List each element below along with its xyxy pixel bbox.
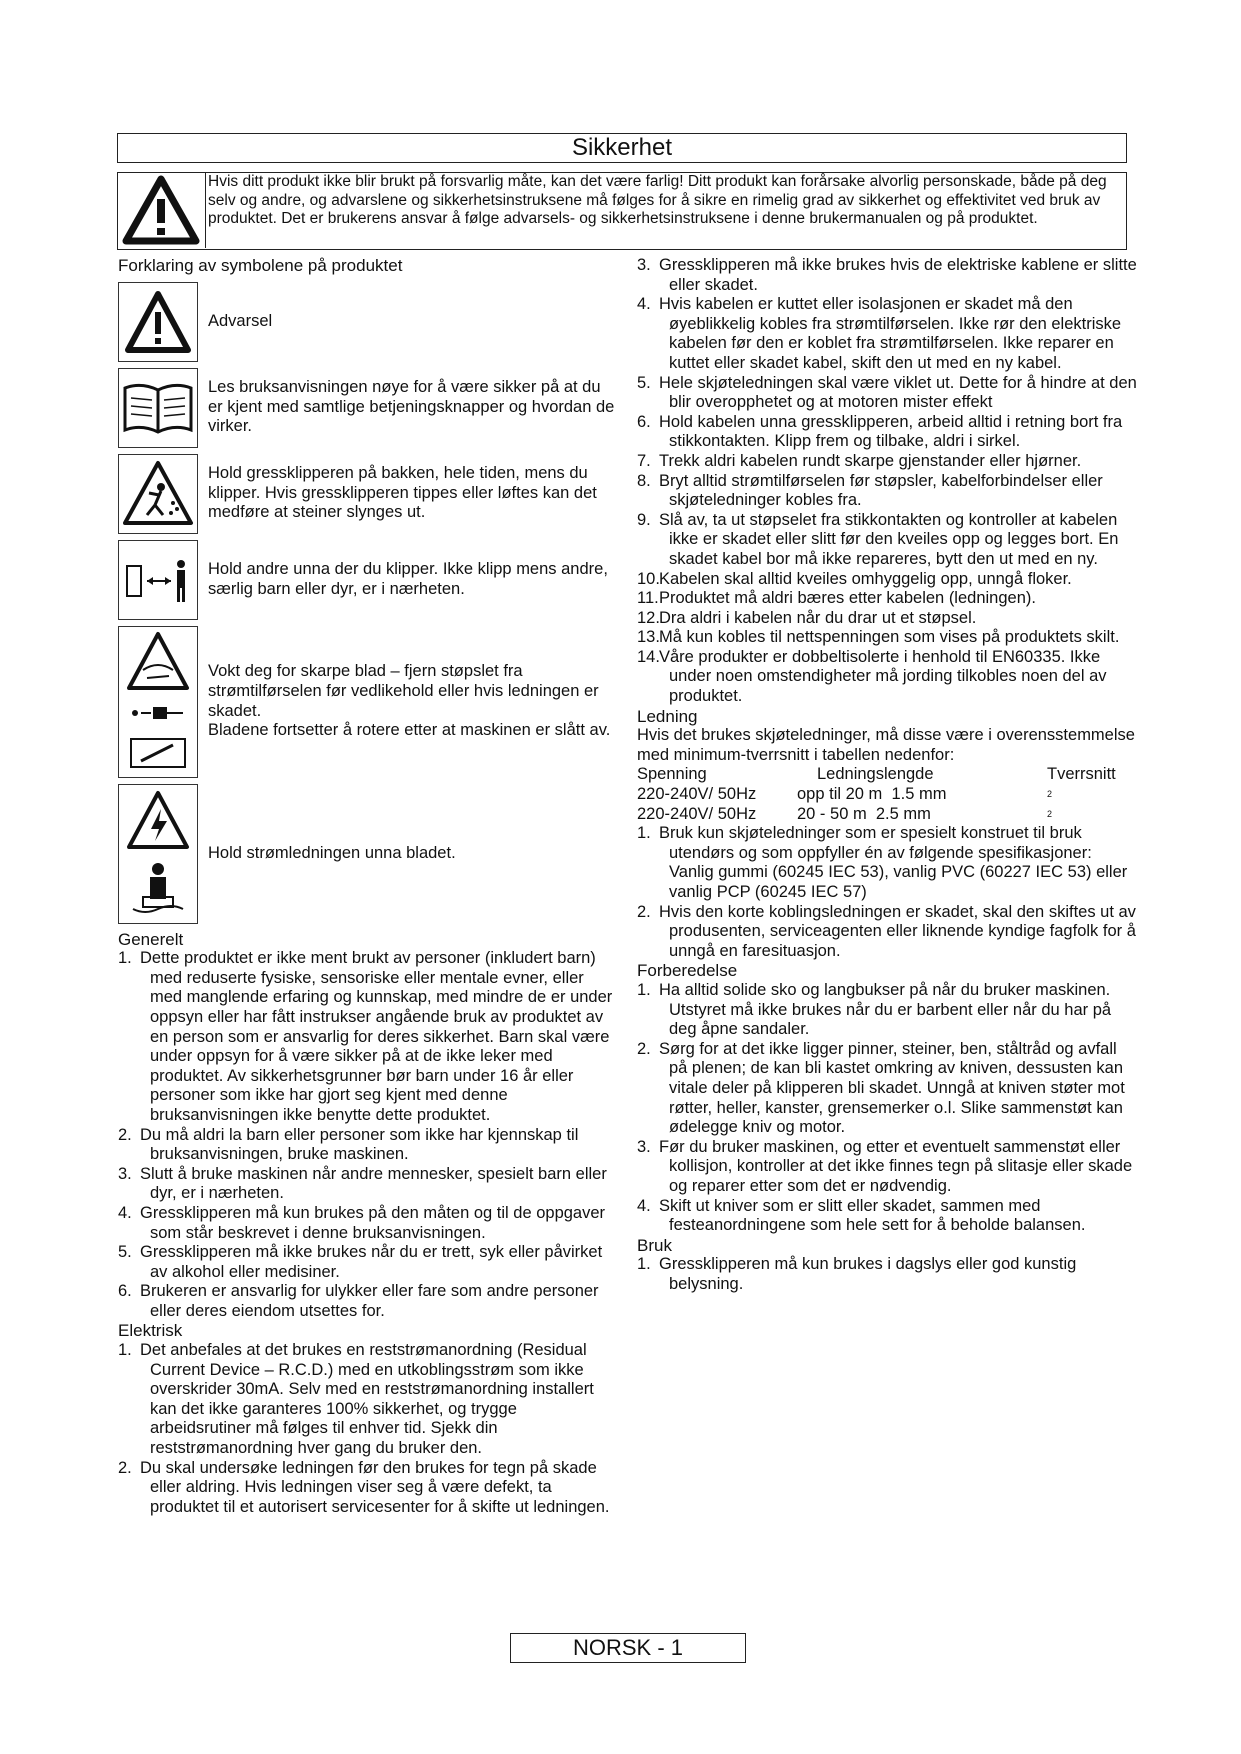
symbol-text-line: Vokt deg for skarpe blad – fjern støpslet fra strømtilførselen før vedlikehold eller hvis ledningen er skadet. xyxy=(208,662,599,720)
cable-table xyxy=(637,765,1137,824)
list-item: 6. Brukeren er ansvarlig for ulykker eller fare som andre personer eller deres eiendom utsettes for. xyxy=(118,1282,599,1320)
list-item: 2. Du må aldri la barn eller personer som ikke har kjennskap til bruksanvisningen, bruke maskinen. xyxy=(118,1125,579,1164)
list-item: 3. Slutt å bruke maskinen når andre mennesker, spesielt barn eller dyr, er i nærheten. xyxy=(118,1164,607,1203)
symbol-text: Les bruksanvisningen nøye for å være sikker på at du er kjent med samtlige betjeningsknapper og hvordan de virker. xyxy=(208,378,615,436)
list-item: 1. Gressklipperen må kun brukes i dagslys eller god kunstig belysning. xyxy=(637,1255,1077,1293)
table-cell: 220-240V/ 50Hz xyxy=(637,785,757,804)
list-item: 1. Det anbefales at det brukes en reststrømanordning (Residual Current Device – R.C.D.) med en utkoblingsstrøm som ikke overskrider 30mA. Selv med en reststrømanordning installert kan det ikke garanteres 100% sikkerhet, og trygge arbeidsrutiner må følges til enhver tid. Sjekk din reststrømanordning hver gang du bruker den. xyxy=(118,1341,594,1458)
list-item: 5. Hele skjøteledningen skal være viklet ut. Dette for å hindre at den blir overopphetet og at motoren mister effekt xyxy=(637,373,1137,412)
operation-list xyxy=(637,1255,1137,1294)
cable-intro: Hvis det brukes skjøteledninger, må disse være i overensstemmelse med minimum-tverrsnitt i tabellen nedenfor: xyxy=(637,726,1135,764)
general-heading: Generelt xyxy=(118,929,184,949)
symbol-row xyxy=(118,368,618,448)
list-item: 6. Hold kabelen unna gressklipperen, arbeid alltid i retning bort fra stikkontakten. Klipp frem og tilbake, aldri i sirkel. xyxy=(637,412,1123,451)
list-item: 4. Gressklipperen må kun brukes på den måten og til de oppgaver som står beskrevet i denne bruksanvisningen. xyxy=(118,1203,606,1242)
symbol-text: Advarsel xyxy=(208,311,273,330)
table-cell: 2 xyxy=(1047,808,1053,819)
list-item: 13. Må kun kobles til nettspenningen som vises på produktets skilt. xyxy=(637,628,1120,647)
list-item: 10. Kabelen skal alltid kveiles omhyggelig opp, unngå floker. xyxy=(637,569,1072,588)
electrical-list-part1 xyxy=(118,1341,618,1517)
electric-shock-icon xyxy=(118,784,198,924)
list-item: 5. Gressklipperen må ikke brukes når du er trett, syk eller påvirket av alkohol eller medisiner. xyxy=(118,1243,603,1281)
sharp-blade-icon xyxy=(118,626,198,778)
right-column xyxy=(637,256,1137,1294)
symbol-row xyxy=(118,454,618,534)
preparation-heading: Forberedelse xyxy=(637,961,738,981)
left-column xyxy=(118,256,618,1517)
table-cell: 2 xyxy=(1047,789,1053,800)
warning-triangle-icon xyxy=(118,282,198,362)
list-item: 8. Bryt alltid strømtilførselen før støpsler, kabelforbindelser eller skjøteledninger kobles fra. xyxy=(637,471,1103,510)
operation-heading: Bruk xyxy=(637,1235,672,1255)
preparation-list xyxy=(637,981,1137,1236)
table-cell: 220-240V/ 50Hz xyxy=(637,804,757,823)
flying-debris-icon xyxy=(118,454,198,534)
list-item: 3. Før du bruker maskinen, og etter et eventuelt sammenstøt eller kollisjon, kontroller at det ikke finnes tegn på slitasje eller skade og reparer etter som det er nødvendig. xyxy=(637,1137,1133,1195)
table-header: Spenning xyxy=(637,765,707,784)
list-item: 12. Dra aldri i kabelen når du drar ut et støpsel. xyxy=(637,608,977,627)
list-item: 1. Ha alltid solide sko og langbukser på når du bruker maskinen. Utstyret må ikke brukes når du er barbent eller når du har på deg åpne sandaler. xyxy=(637,980,1112,1039)
list-item: 2. Hvis den korte koblingsledningen er skadet, skal den skiftes ut av produsenten, serviceagenten eller liknende kyndige fagfolk for å unngå en faresituasjon. xyxy=(637,902,1136,960)
symbols-heading: Forklaring av symbolene på produktet xyxy=(118,256,403,275)
electrical-heading: Elektrisk xyxy=(118,1321,183,1341)
page-title: Sikkerhet xyxy=(117,133,1127,163)
warning-triangle-icon xyxy=(118,173,204,246)
symbol-text: Hold gressklipperen på bakken, hele tiden, mens du klipper. Hvis gressklipperen tippes eller løftes kan det medføre at steiner slynges ut. xyxy=(208,464,597,522)
table-header: Tverrsnitt xyxy=(1047,765,1116,784)
symbol-row xyxy=(118,626,618,778)
list-item: 2. Du skal undersøke ledningen før den brukes for tegn på skade eller aldring. Hvis ledningen viser seg å være defekt, ta produktet til et autorisert servicesenter for å skifte ut ledningen. xyxy=(118,1458,610,1516)
general-list xyxy=(118,949,618,1321)
list-item: 3. Gressklipperen må ikke brukes hvis de elektriske kablene er slitte eller skadet. xyxy=(637,256,1137,294)
list-item: 1. Bruk kun skjøteledninger som er spesielt konstruet til bruk utendørs og som oppfyller én av følgende spesifikasjoner: Vanlig gummi (60245 IEC 53), vanlig PVC (60227 IEC 53) eller vanlig PCP (60245 IEC 57) xyxy=(637,824,1128,901)
list-item: 2. Sørg for at det ikke ligger pinner, steiner, ben, ståltråd og avfall på plenen; de kan bli kastet omkring av kniven, dessusten kan vitale deler på klipperen bli skadet. Unngå at kniven støter mot røtter, heller, kanster, grensemerker o.l. Slike sammenstøt kan ødelegge kniv og motor. xyxy=(637,1039,1125,1137)
warning-box xyxy=(117,172,1127,250)
list-item: 4. Hvis kabelen er kuttet eller isolasjonen er skadet må den øyeblikkelig kobles fra strømtilførselen. Ikke rør den elektriske kabelen før den er koblet fra strømtilførselen. Ikke reparer en kuttet eller skadet kabel, skift den ut med en ny kabel. xyxy=(637,295,1122,372)
symbol-text: Hold strømledningen unna bladet. xyxy=(208,843,456,862)
list-item: 7. Trekk aldri kabelen rundt skarpe gjenstander eller hjørner. xyxy=(637,451,1082,470)
list-item: 1. Dette produktet er ikke ment brukt av personer (inkludert barn) med reduserte fysiske, sensoriske eller mentale evner, eller med manglende erfaring og kunnskap, med mindre de er under oppsyn eller har fått instrukser angående bruk av produktet av en person som er ansvarlig for deres sikkerhet. Barn skal være under oppsyn for å være sikker på at de ikke leker med produktet. Av sikkerhetsgrunner bør barn under 16 år eller personer som ikke har gjort seg kjent med denne bruksanvisningen ikke benytte dette produktet. xyxy=(118,949,613,1124)
electrical-list-part2 xyxy=(637,256,1137,707)
symbol-row xyxy=(118,784,618,924)
symbol-row xyxy=(118,282,618,362)
keep-distance-icon xyxy=(118,540,198,620)
symbol-text: Hold andre unna der du klipper. Ikke klipp mens andre, særlig barn eller dyr, er i nærheten. xyxy=(208,560,608,598)
warning-icon-cell xyxy=(118,173,206,248)
list-item: 9. Slå av, ta ut støpselet fra stikkontakten og kontroller at kabelen ikke er skadet eller slitt før den kveiles opp og legges bort. En skadet kabel bor må ikke repareres, bytt den ut med en ny. xyxy=(637,510,1119,568)
table-header: Ledningslengde xyxy=(817,765,934,784)
symbol-row xyxy=(118,540,618,620)
list-item: 11. Produktet må aldri bæres etter kabelen (ledningen). xyxy=(637,589,1036,608)
list-item: 14. Våre produkter er dobbeltisolerte i henhold til EN60335. Ikke under noen omstendigheter må jording tilkobles noen del av produktet. xyxy=(637,647,1107,706)
page-footer: NORSK - 1 xyxy=(510,1633,746,1663)
list-item: 4. Skift ut kniver som er slitt eller skadet, sammen med festeanordningene som hele sett for å beholde balansen. xyxy=(637,1196,1086,1235)
table-cell: opp til 20 m 1.5 mm xyxy=(797,785,947,804)
warning-text: Hvis ditt produkt ikke blir brukt på forsvarlig måte, kan det være farlig! Ditt produkt kan forårsake alvorlig personskade, både på deg selv og andre, og advarslene og sikkerhetsinstruksene må følges for å sikre en rimelig grad av sikkerhet og effektivitet ved bruk av produktet. Det er brukerens ansvar å følge advarsels- og sikkerhetsinstruksene i denne brukermanualen og på produktet. xyxy=(208,173,1107,227)
cable-heading: Ledning xyxy=(637,706,698,726)
symbol-text xyxy=(198,662,618,740)
cable-list xyxy=(637,824,1137,961)
open-book-icon xyxy=(118,368,198,448)
symbol-text-line: Bladene fortsetter å rotere etter at maskinen er slått av. xyxy=(208,721,611,740)
table-cell: 20 - 50 m 2.5 mm xyxy=(797,804,931,823)
